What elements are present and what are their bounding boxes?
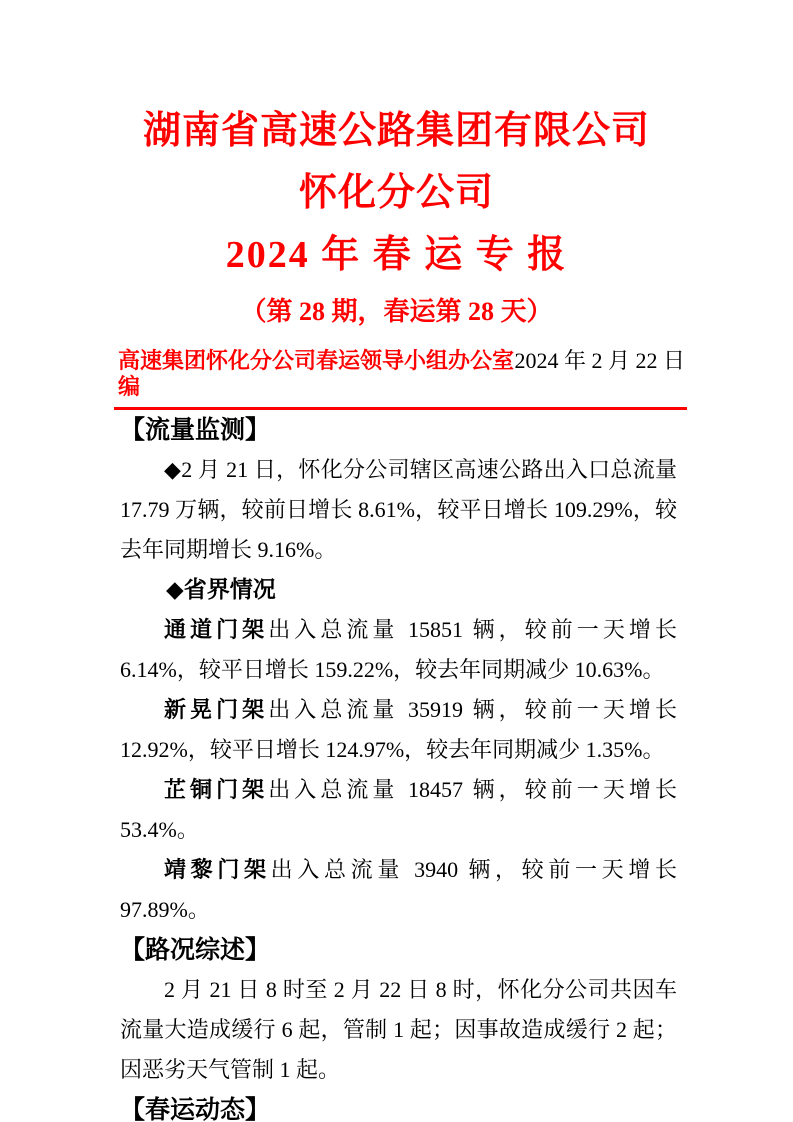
road-summary-paragraph: 2 月 21 日 8 时至 2 月 22 日 8 时，怀化分公司共因车流量大造成缓行 6 起，管制 1 起；因事故造成缓行 2 起；因恶劣天气管制 1 起。 xyxy=(120,977,677,1082)
section-heading-spring-news: 【春运动态】 xyxy=(120,1096,271,1122)
gate-name-zhitong: 芷铜门架 xyxy=(164,777,269,802)
provincial-border-subheading: ◆省界情况 xyxy=(166,577,276,602)
gate-paragraph-jingli xyxy=(120,850,677,930)
branch-title: 怀化分公司 xyxy=(298,172,494,214)
gate-paragraph-zhitong xyxy=(120,770,677,850)
gate-name-jingli: 靖黎门架 xyxy=(164,857,271,882)
gate-stats-jingli: 出入总流量 3940 辆，较前一天增长 97.89%。 xyxy=(120,857,677,922)
gate-paragraph-xinhuang xyxy=(120,690,677,770)
editor-row xyxy=(114,348,687,410)
section-heading-flow-monitor: 【流量监测】 xyxy=(120,416,271,444)
gate-stats-tongdao: 出入总流量 15851 辆，较前一天增长 6.14%，较平日增长 159.22%，较去年同期减少 10.63%。 xyxy=(120,617,677,682)
editor-label: 高速集团怀化分公司春运领导小组办公室编 xyxy=(118,348,515,399)
report-title: 2024 年 春 运 专 报 xyxy=(225,234,568,276)
section-heading-road-summary: 【路况综述】 xyxy=(120,936,271,964)
gate-name-xinhuang: 新晃门架 xyxy=(164,697,269,722)
gate-stats-zhitong: 出入总流量 18457 辆，较前一天增长 53.4%。 xyxy=(120,777,677,842)
gate-name-tongdao: 通道门架 xyxy=(164,617,269,642)
flow-total-paragraph: ◆2 月 21 日，怀化分公司辖区高速公路出入口总流量 17.79 万辆，较前日增长 8.61%，较平日增长 109.29%，较去年同期增长 9.16%。 xyxy=(120,457,677,562)
company-title: 湖南省高速公路集团有限公司 xyxy=(142,110,650,152)
gate-stats-xinhuang: 出入总流量 35919 辆，较前一天增长 12.92%，较平日增长 124.97%，较去年同期减少 1.35%。 xyxy=(120,697,677,762)
issue-subtitle: （第 28 期，春运第 28 天） xyxy=(240,297,553,326)
gate-paragraph-tongdao xyxy=(120,610,677,690)
document-header xyxy=(0,0,793,410)
issue-date: 2024 年 2 月 22 日 xyxy=(514,348,685,373)
document-body xyxy=(120,410,677,1122)
